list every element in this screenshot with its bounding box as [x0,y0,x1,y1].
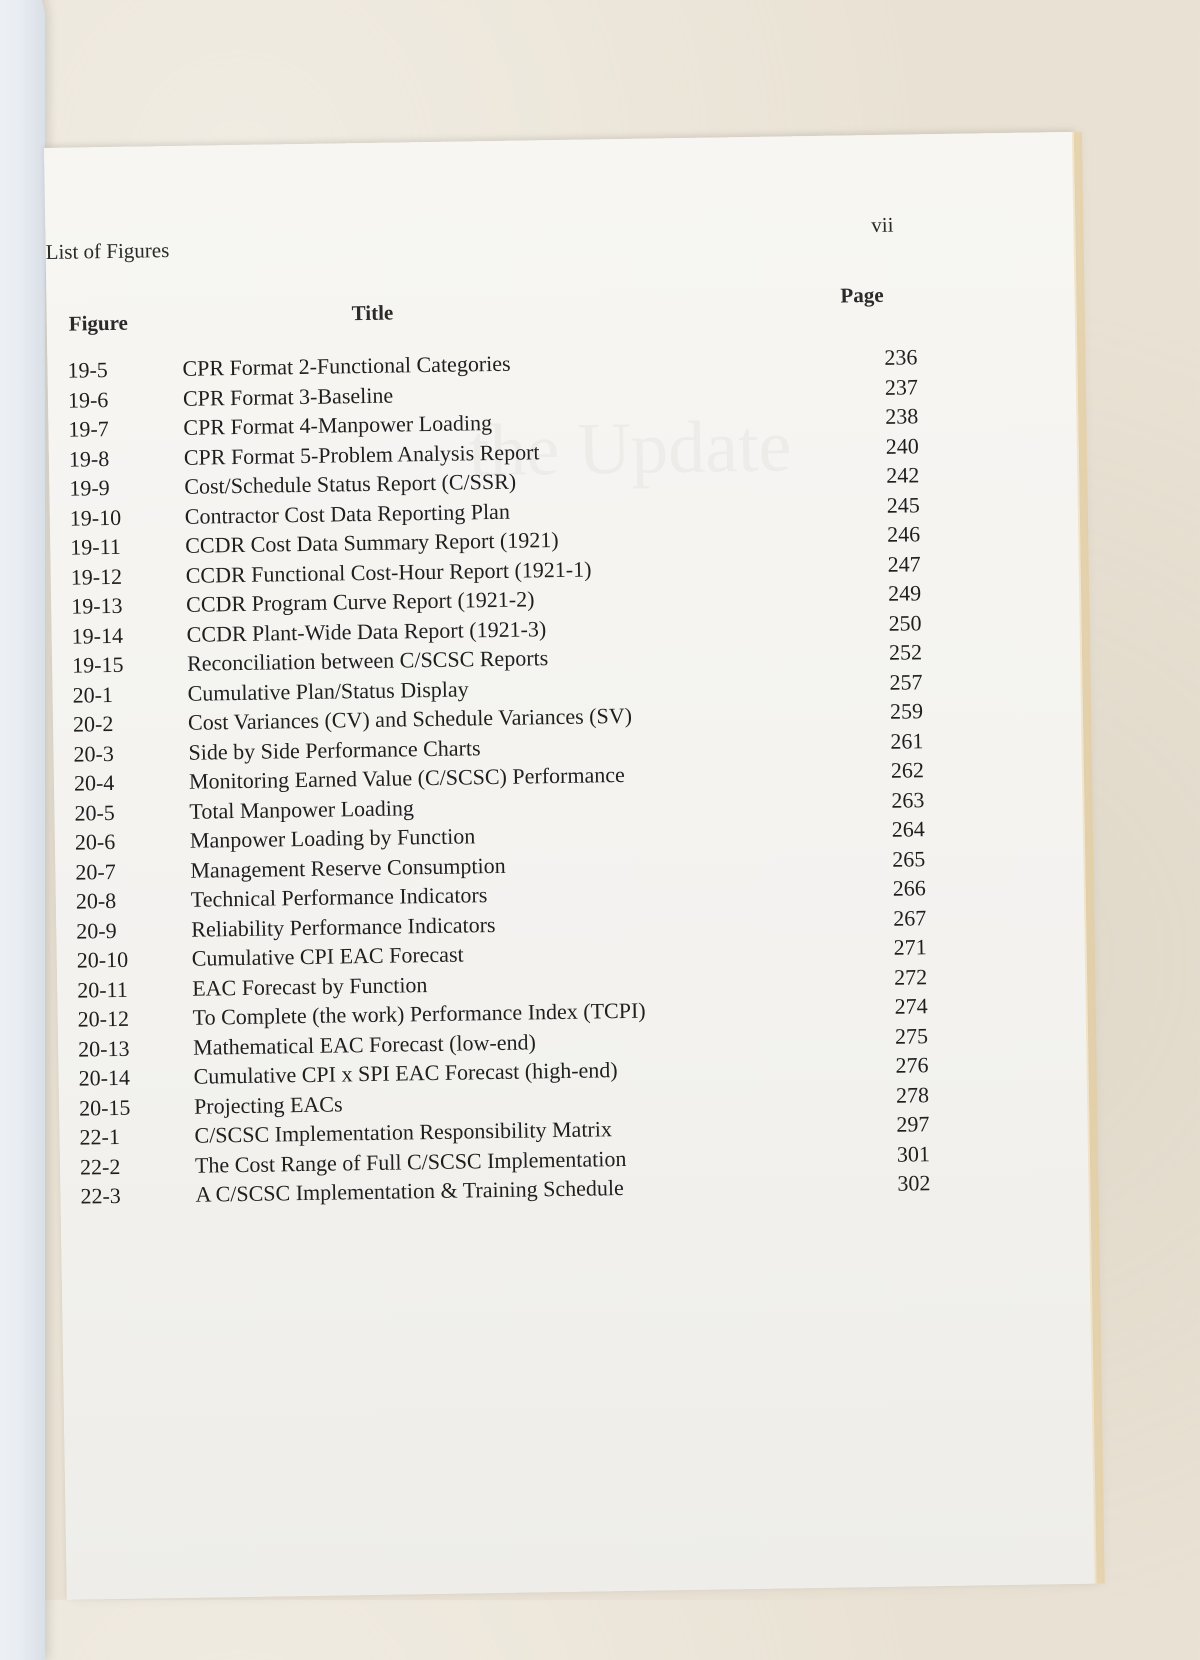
figure-list [67,342,930,1211]
figure-title: Cumulative CPI EAC Forecast [191,941,464,971]
figure-number: 19-9 [69,475,110,501]
figure-number: 19-10 [69,504,122,531]
figure-number: 19-5 [67,357,109,383]
figure-page-number: 264 [891,816,925,842]
figure-number: 19-7 [68,416,109,442]
figure-title: Monitoring Earned Value (C/SCSC) Performance [188,761,625,794]
page-number: vii [871,212,894,238]
figure-title: CPR Format 3-Baseline [182,382,394,411]
bleed-through-text: the Update [468,405,793,493]
figure-page-number: 242 [886,462,920,488]
figure-title: CCDR Program Curve Report (1921-2) [185,586,535,617]
figure-number: 20-5 [74,799,115,826]
figure-title: Technical Performance Indicators [190,882,488,912]
figure-page-number: 278 [895,1081,930,1108]
figure-title: The Cost Range of Full C/SCSC Implementation [194,1145,627,1178]
figure-page-number: 265 [892,845,926,872]
column-header-figure: Figure [68,310,129,336]
figure-title: CCDR Functional Cost-Hour Report (1921-1) [185,555,592,588]
figure-title: Mathematical EAC Forecast (low-end) [192,1028,537,1060]
figure-number: 19-15 [71,651,124,678]
figure-page-number: 249 [887,580,922,606]
figure-number: 19-11 [70,533,121,560]
figure-page-number: 274 [894,993,928,1019]
figure-number: 20-2 [72,710,114,737]
figure-page-number: 271 [893,934,927,960]
figure-number: 20-12 [77,1005,130,1032]
figure-number: 20-3 [73,740,115,767]
figure-number: 20-4 [73,769,115,796]
figure-number: 19-8 [68,445,110,472]
figure-number: 19-14 [71,622,124,649]
figure-page-number: 257 [889,668,923,695]
figure-title: EAC Forecast by Function [192,971,428,1001]
figure-page-number: 259 [889,698,924,724]
figure-page-number: 301 [896,1140,931,1167]
figure-page-number: 246 [886,521,921,547]
figure-title: Reliability Performance Indicators [191,911,496,942]
column-header-page: Page [840,282,884,308]
figure-title: Cumulative Plan/Status Display [187,675,469,706]
figure-title: CPR Format 4-Manpower Loading [183,409,493,440]
figure-page-number: 252 [888,639,923,665]
figure-number: 19-6 [67,386,109,413]
figure-page-number: 250 [888,609,922,636]
figure-number: 20-15 [78,1094,131,1121]
figure-number: 20-6 [74,828,116,855]
figure-number: 22-3 [80,1182,121,1209]
figure-page-number: 238 [885,403,919,429]
figure-title: Reconciliation between C/SCSC Reports [186,645,549,676]
figure-page-number: 266 [892,875,926,901]
figure-title: A C/SCSC Implementation & Training Schedule [195,1175,625,1207]
figure-page-number: 261 [890,727,924,754]
figure-page-number: 275 [894,1022,929,1049]
figure-page-number: 297 [896,1111,930,1137]
figure-title: C/SCSC Implementation Responsibility Matrix [194,1116,613,1148]
figure-page-number: 240 [885,432,919,459]
figure-number: 20-9 [76,917,117,944]
figure-title: To Complete (the work) Performance Index (TCPI) [192,997,646,1030]
figure-title: Cost/Schedule Status Report (C/SSR) [184,468,517,499]
figure-title: Side by Side Performance Charts [188,734,481,765]
figure-number: 22-2 [79,1153,121,1180]
figure-title: Cumulative CPI x SPI EAC Forecast (high-end) [193,1057,618,1089]
figure-number: 20-10 [76,946,129,973]
figure-title: Contractor Cost Data Reporting Plan [184,498,511,529]
figure-title: Manpower Loading by Function [189,823,476,853]
figure-title: CPR Format 5-Problem Analysis Report [183,438,540,470]
book-page [44,132,1097,1600]
figure-page-number: 272 [893,963,928,990]
figure-page-number: 237 [884,373,919,400]
figure-number: 19-13 [71,592,123,619]
figure-page-number: 245 [886,491,920,518]
figure-title: Total Manpower Loading [189,794,415,824]
figure-page-number: 267 [892,904,927,931]
column-header-title: Title [351,300,394,326]
figure-number: 20-13 [77,1035,130,1062]
figure-page-number: 236 [884,344,918,370]
figure-number: 20-1 [72,681,114,708]
figure-title: Management Reserve Consumption [190,852,506,883]
figure-page-number: 247 [887,550,921,577]
figure-title: CPR Format 2-Functional Categories [182,350,511,381]
figure-page-number: 263 [891,786,925,813]
figure-number: 22-1 [79,1123,121,1150]
facing-page-edge [0,0,45,1660]
figure-title: Cost Variances (CV) and Schedule Variances (SV) [187,702,633,735]
running-head: List of Figures [45,238,170,264]
figure-title: Projecting EACs [193,1090,343,1119]
figure-number: 20-11 [77,976,128,1003]
figure-number: 19-12 [70,563,123,590]
figure-title: CCDR Cost Data Summary Report (1921) [185,526,559,558]
figure-page-number: 262 [890,757,925,783]
figure-number: 20-8 [75,887,117,914]
figure-title: CCDR Plant-Wide Data Report (1921-3) [186,615,547,647]
figure-number: 20-7 [75,858,116,885]
figure-page-number: 276 [895,1052,929,1078]
figure-number: 20-14 [78,1064,131,1091]
figure-page-number: 302 [897,1170,931,1196]
